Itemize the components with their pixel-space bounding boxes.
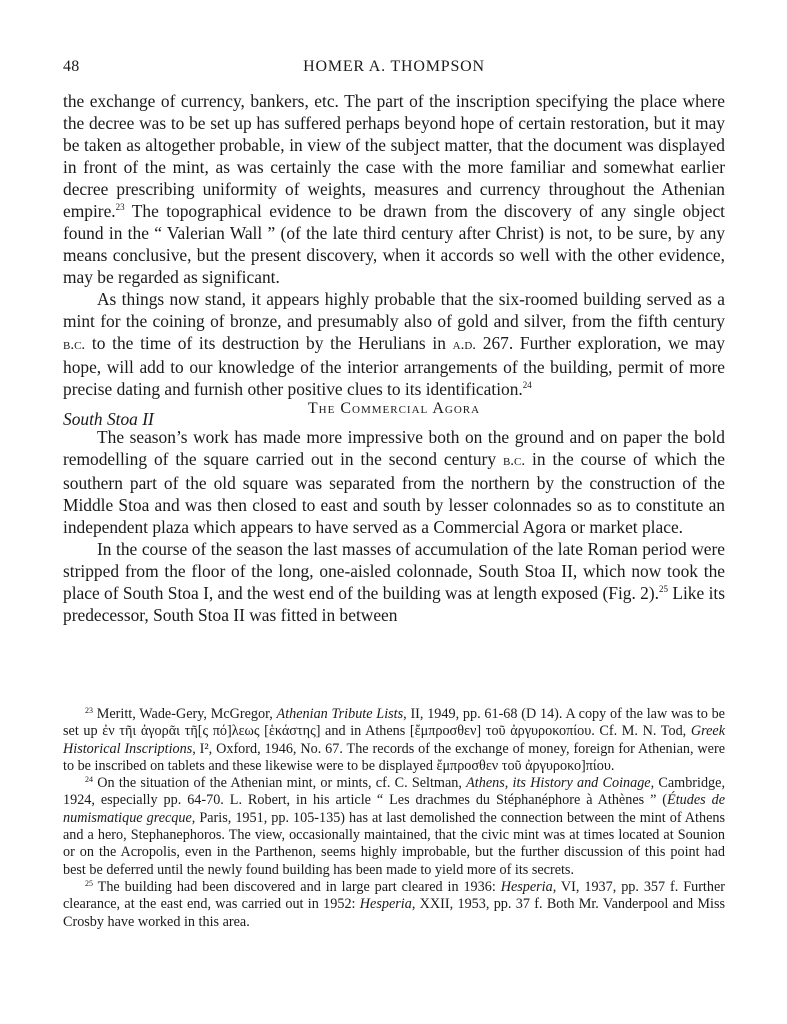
paragraph-4: In the course of the season the last masses of accumulation of the late Roman period were stripped from the floor of the long, one-aisled colonnade, South Stoa II, which now took the place of South Stoa I, and the west end of the building was at length exposed (Fig. 2).$^{25}$ Like its predecessor, South Stoa II was fitted in between	[63, 539, 725, 625]
page-number: 48	[63, 58, 80, 75]
page-header	[63, 58, 725, 80]
footnote-ref-25[interactable]: 25	[659, 584, 668, 594]
paragraph-1: the exchange of currency, bankers, etc. The part of the inscription specifying the place where the decree was to be set up has suffered perhaps beyond hope of certain restoration, but it may be taken as altogether probable, in view of the subject matter, that the document was displayed in front of the mint, as was certainly the case with the more familiar and somewhat earlier decree prescribing uniformity of weights, measures and currency throughout the Athenian empire.$^{23}$ The topographical evidence to be drawn from the discovery of any single object found in the “ Valerian Wall ” (of the late third century after Christ) is not, to be sure, by any means conclusive, but the present discovery, when it accords so well with the other evidence, may be regarded as significant.	[63, 91, 725, 287]
footnote-23: $^{23}$ Meritt, Wade-Gery, McGregor, Athenian Tribute Lists, II, 1949, pp. 61-68 (D 14). A copy of the law was to be set up ἐν τῆι ἀγορᾶι τῆ[ς πό]λεως [ἑκάστης] and in Athens [ἔμπροσθεν] τοῦ ἀργυροκοπίου. Cf. M. N. Tod, Greek Historical Inscriptions, I², Oxford, 1946, No. 67. The records of the exchange of money, foreign for Athenian, were to be inscribed on tablets and these likewise were to be displayed ἔμπροσθεν τοῦ ἀργυροκο]πίου.	[63, 706, 725, 774]
footnotes	[63, 706, 725, 931]
footnote-ref-24[interactable]: 24	[522, 380, 532, 390]
main-text	[63, 90, 725, 626]
paragraph-3: The season’s work has made more impressive both on the ground and on paper the bold remodelling of the square carried out in the second century b.c. in the course of which the southern part of the old square was separated from the northern by the construction of the Middle Stoa and was then closed to east and south by lesser colonnades so as to constitute an independent plaza which appears to have served as a Commercial Agora or market place.	[63, 427, 725, 537]
section-heading: The Commercial Agora	[307, 400, 481, 417]
footnote-25: $^{25}$ The building had been discovered and in large part cleared in 1936: Hesperia, VI, 1937, pp. 357 f. Further clearance, at the east end, was carried out in 1952: Hesperia, XXII, 1953, pp. 37 f. Both Mr. Vanderpool and Miss Crosby have worked in this area.	[63, 878, 726, 930]
heading-row	[63, 400, 725, 429]
footnote-24: $^{24}$ On the situation of the Athenian mint, or mints, cf. C. Seltman, Athens, its History and Coinage, Cambridge, 1924, especially pp. 64-70. L. Robert, in his article “ Les drachmes du Stéphanéphore à Athènes ” (Études de numismatique grecque, Paris, 1951, pp. 105-135) has at last demolished the connection between the mint of Athens and a hero, Stephanephoros. The view, occasionally maintained, that the civic mint was at times located at Sounion or on the Acropolis, even in the Parthenon, seems highly improbable, but the further discussion of this point had best be deferred until the newly found building has been made to yield more of its secrets.	[63, 775, 725, 878]
subsection-heading: South Stoa II	[63, 409, 154, 429]
running-head: HOMER A. THOMPSON	[303, 58, 485, 75]
paragraph-2: As things now stand, it appears highly probable that the six-roomed building served as a mint for the coining of bronze, and presumably also of gold and silver, from the fifth century b.c. to the time of its destruction by the Herulians in a.d. 267. Further exploration, we may hope, will add to our knowledge of the interior arrangements of the building, permit of more precise dating and furnish other positive clues to its identification.$^{24}$	[63, 289, 725, 399]
footnote-ref-23[interactable]: 23	[115, 202, 125, 212]
